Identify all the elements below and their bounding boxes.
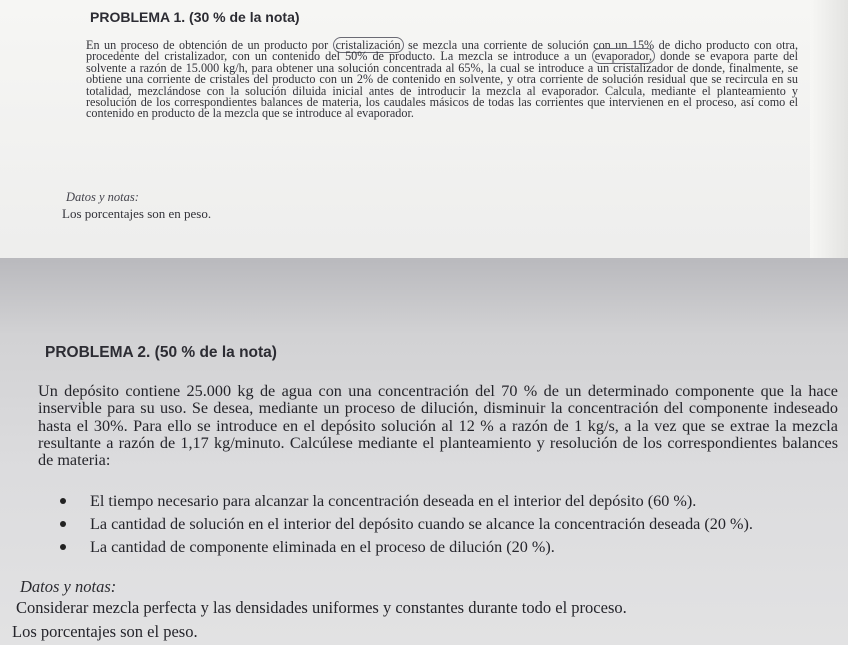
- bullet-icon: [60, 498, 66, 504]
- list-item-text: El tiempo necesario para alcanzar la concentración deseada en el interior del depósito (60 %).: [90, 492, 697, 510]
- problem-2-notes-label: Datos y notas:: [20, 577, 117, 596]
- list-item-text: La cantidad de solución en el interior del depósito cuando se alcance la concentración deseada (20 %).: [90, 515, 753, 533]
- circled-word-cristalizacion: cristalización: [333, 37, 404, 53]
- problem-2-title: PROBLEMA 2. (50 % de la nota): [45, 344, 277, 361]
- problem-1-text-c: donde se evapora parte del solvente a razón de 15.000 kg/h, para obtener una solución concentrada al 65%, la cual se introduce a un cristalizador de donde, finalmente, se obtiene una corriente de cristales del producto con un 2% de contenido en solvente, y otra corriente de solución residual que se recircula en su totalidad, mezclándose con la solución diluida inicial antes de introducir la mezcla al evaporador. Calcula, mediante el planteamiento y resolución de los correspondientes balances de materia, los caudales másicos de todas las corrientes que intervienen en el proceso, así como el contenido en producto de la mezcla que se introduce al evaporador.: [86, 49, 798, 121]
- list-item-text: La cantidad de componente eliminada en el proceso de dilución (20 %).: [90, 538, 555, 556]
- problem-1-text-b: se mezcla una corriente de solución con un 15% de dicho producto con otra, procedente del cristalizador, con un contenido del 50% de producto. La mezcla se introduce a un: [86, 38, 799, 64]
- list-item: [60, 536, 840, 559]
- problem-2-bullet-list: [60, 490, 840, 559]
- problem-2-notes-line-2: Los porcentajes son el peso.: [12, 622, 198, 641]
- problem-1-title: PROBLEMA 1. (30 % de la nota): [90, 9, 300, 25]
- page-edge: [810, 0, 848, 270]
- bullet-icon: [60, 521, 66, 527]
- list-item: [60, 490, 840, 513]
- problem-1-statement: [86, 40, 798, 120]
- problem-1-notes-label: Datos y notas:: [66, 190, 139, 204]
- problem-2-notes-line-1: Considerar mezcla perfecta y las densidades uniformes y constantes durante todo el proceso.: [16, 598, 627, 617]
- circled-word-evaporador: evaporador,: [592, 48, 655, 64]
- bullet-icon: [60, 544, 66, 550]
- problem-1-text-a: En un proceso de obtención de un producto por: [86, 38, 333, 52]
- list-item: [60, 513, 840, 536]
- problem-1-notes-text: Los porcentajes son en peso.: [62, 206, 212, 221]
- problem-2-statement: Un depósito contiene 25.000 kg de agua con una concentración del 70 % de un determinado componente que la hace inservible para su uso. Se desea, mediante un proceso de dilución, disminuir la concentración del componente indeseado hasta el 30%. Para ello se introduce en el depósito solución al 12 % a razón de 1 kg/s, a la vez que se extrae la mezcla resultante a razón de 1,17 kg/minuto. Calcúlese mediante el planteamiento y resolución de los correspondientes balances de materia:: [38, 382, 838, 470]
